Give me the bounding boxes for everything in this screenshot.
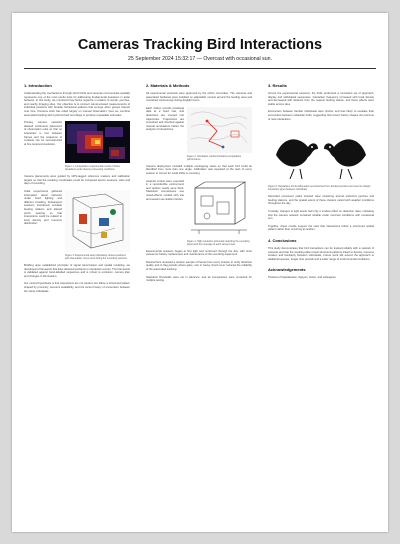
methods-paragraph-1: All experimental protocols were approved by the ethics committee. The cameras and associated hardware were installed on adjustable mounts around the feeding area and monitored continuously during daylight hours. [146, 92, 252, 103]
figure-5 [268, 125, 374, 191]
intro-figure-row-1 [24, 121, 130, 175]
column-methods [146, 83, 252, 287]
figure-1-caption: Figure 1. Comparative experimental results of frame deviations under diverse processing conditions. [65, 165, 121, 172]
results-paragraph-1: Across the experimental sessions, the birds performed a consistent set of approach, display and withdrawal sequences. Interaction frequency increased with local density and decreased with distance from the nearest feeding station, and these effects were stable across sites. [268, 92, 374, 106]
intro-paragraph-6: Our central hypothesis is that interactions are not random but follow a structured pattern shaped by proximity, resource availability, and the recent history of encounters between the same individuals. [24, 282, 130, 293]
intro-paragraph-4: Initial experiments gathered information about behavior under fixed lighting and different crowding. Subsequent sessions introduced movable feeding stations and altered perch spacing so that interactions could be related to local density and resource distribution. [24, 189, 62, 226]
methods-figure-row-1 [146, 107, 252, 165]
column-results [268, 83, 374, 284]
methods-paragraph-6: Researchers reviewed a random sample of frames from every session to verify detection quality and to flag periods where glare, rain or heavy cloud cover reduced the reliability of the automated tracking. [146, 260, 252, 271]
section-heading-introduction: 1. Introduction [24, 83, 52, 88]
section-heading-acknowledgements: Acknowledgements [268, 267, 306, 273]
figure-1-heatmap [65, 121, 130, 163]
methods-paragraph-3: Camera deployment included multiple overlapping views so that each bird could be identified from more than one angle. Calibration was repeated at the start of every session to correct for small shifts in mounting. [146, 164, 252, 175]
acknowledgements-paragraph: Thanks to Papanikolaou, Nguyen, Ovieri, and colleagues. [268, 276, 337, 280]
results-paragraph-3: Recorded movement paths showed clear clustering around preferred perches and feeding stations, and the spatial extent of these clusters varied with weather conditions throughout the day. [268, 195, 374, 206]
intro-paragraph-3: Camera placements were guided by GPS-tagged reference markers and calibration targets so that the resulting coordinates could be compared across sessions, sites and days of recording. [24, 175, 130, 186]
methods-paragraph-2: Each station records positional data at a fixed rate, and detections are merged into trajectories. Trajectories are smoothed and checked against manual annotations before the analysis of interactions. [146, 106, 184, 132]
intro-paragraph-5: Building upon established principles of signal transmission and spatial modeling, we developed a framework that links detected positions to interaction events. The framework is validated against hand-labelled sequences and is robust to occlusion, camera jitter and changes in illumination. [24, 263, 130, 278]
poster-sheet [12, 13, 388, 532]
figure-4-caption: Figure 4. High-resolution schematic depicting the recording layout and the coverage of each camera view. [187, 239, 250, 246]
column-introduction [24, 83, 130, 297]
figure-2 [187, 107, 252, 165]
page-title: Cameras Tracking Bird Interactions [77, 37, 323, 53]
figure-5-silhouettes [268, 125, 374, 183]
section-heading-conclusions: 4. Conclusions [268, 237, 297, 243]
methods-figure-row-2 [146, 180, 252, 250]
section-heading-methods: 2. Materials & Methods [146, 83, 190, 88]
intro-paragraph-1: Understanding the mechanisms through which birds and cameras communicate spatially represents one of the most useful tools for addressing fundamental questions in avian behavior. In this study, we monitored how flocks organize in relation to terrain, perches, and nearby foraging sites. Our objective is to connect camera-based measurements of individual positions with broader behavioral patterns that emerge when groups interact over time. Previous work has relied largely on manual observation; here we combine automated tracking with synchronized recordings to produce repeatable estimates. [24, 92, 130, 117]
figure-3-schematic [65, 190, 130, 252]
figure-1 [65, 121, 130, 175]
figure-3-caption: Figure 3. Experimental setup illustrating camera positions and observation zones used during the recording sessions. [65, 253, 128, 260]
figure-3 [65, 190, 130, 264]
methods-paragraph-4: Analysis scripts were executed in a reproducible environment and random seeds were fixed. Statistical comparisons use mixed-effects models with site and session as random factors. [146, 179, 184, 201]
figure-4 [187, 180, 252, 250]
methods-paragraph-7: Statistical thresholds were set in advance, and all comparisons were corrected for multiple testing. [146, 275, 252, 283]
intro-paragraph-2: Primary camera networks allowed continuous placement of observation units so that no interaction is lost between frames and the sequence of contacts can be reconstructed at fine temporal resolution. [24, 121, 62, 146]
figure-5-caption: Figure 5. Illustrations of bird silhouettes reconstructed from tracked positions and used to classify interaction types between individuals. [268, 185, 371, 192]
results-paragraph-2: Encounters between familiar individuals were shorter and less likely to escalate than encounters between unfamiliar birds, suggesting that recent history shapes the outcome of new interactions. [268, 110, 374, 121]
figure-2-map [187, 107, 252, 153]
results-paragraph-5: Together, these results support the view that interactions follow a structured spatial pattern rather than occurring at random. [268, 224, 374, 232]
page-subtitle: 25 September 2024 15:32:17 — Overcast with occasional sun. [128, 56, 272, 62]
intro-figure-row-2 [24, 190, 130, 264]
title-divider [24, 68, 376, 69]
figure-4-render [187, 180, 252, 238]
figure-2-caption: Figure 2. Simulation results illustrating comparative performance. [187, 154, 242, 161]
section-heading-results: 3. Results [268, 83, 287, 88]
conclusions-paragraph-1: This study demonstrates that bird interactions can be tracked reliably with a network of cameras and that the resulting data reveal structured patterns linked to density, resource location and familiarity between individuals. Future work will extend the approach to additional species, longer time periods and a wider range of environmental conditions. [268, 246, 374, 261]
methods-paragraph-5: Experimental sessions began at first light and continued through the day, with short pauses for battery replacement and maintenance of the recording equipment. [146, 249, 252, 257]
results-paragraph-4: Crucially, changes in light levels had only a modest effect on detection rates, indicating that the camera network remained reliable under overcast conditions with occasional sun. [268, 209, 374, 221]
